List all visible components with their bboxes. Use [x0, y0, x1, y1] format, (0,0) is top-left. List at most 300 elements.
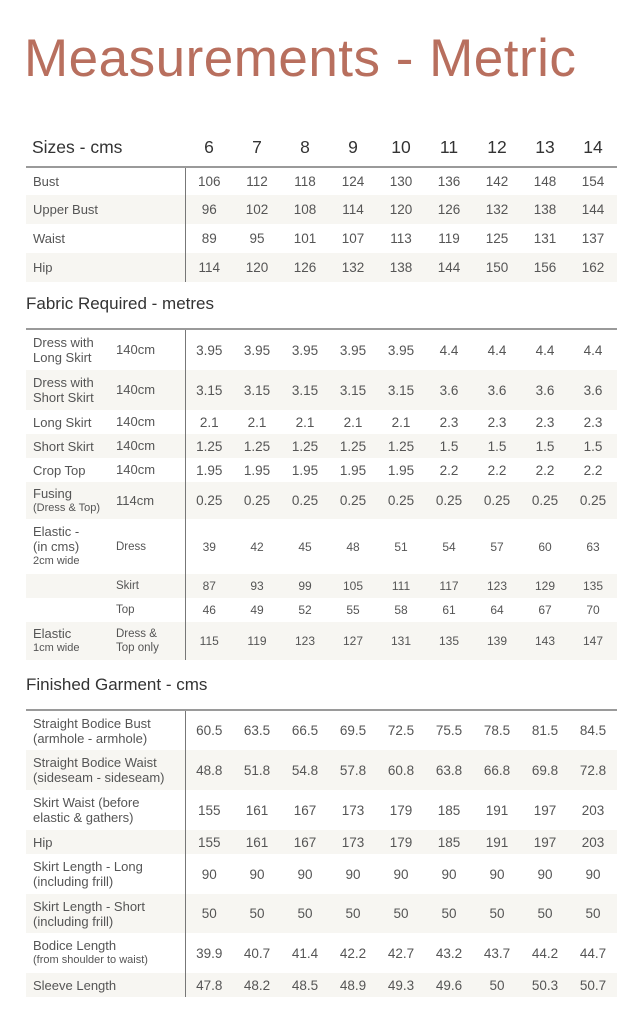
value-cell: 0.25	[377, 482, 425, 519]
value-cell: 0.25	[329, 482, 377, 519]
value-cell: 95	[249, 231, 265, 246]
value-cell: 139	[473, 622, 521, 660]
value-cell: 39	[185, 519, 233, 574]
table-row	[26, 195, 617, 224]
row-label-note: 1cm wide	[33, 642, 80, 654]
value-cell: 135	[569, 574, 617, 598]
elastic-use: Top	[116, 604, 135, 616]
value-cell: 55	[346, 603, 360, 617]
value-cell: 1.5	[569, 434, 617, 458]
row-label-line1: Straight Bodice Bust	[33, 715, 151, 731]
row-sublabel	[116, 434, 185, 458]
table-row	[26, 482, 617, 519]
row-sublabel	[116, 482, 185, 519]
value-cell: 1.5	[425, 434, 473, 458]
value-cell: 50.3	[521, 973, 569, 997]
table-row	[26, 790, 617, 830]
value-cell: 162	[569, 253, 617, 282]
value-cell: 2.3	[487, 414, 507, 430]
value-cell: 3.15	[185, 370, 233, 410]
row-label	[26, 622, 116, 660]
table-row	[26, 224, 617, 253]
fabric-heading: Fabric Required - metres	[26, 294, 215, 313]
row-label	[26, 458, 116, 482]
value-cell: 90	[185, 854, 233, 894]
value-cell: 51	[394, 539, 408, 554]
table-row	[26, 574, 617, 598]
value-cell: 75.5	[435, 723, 463, 738]
table-row	[26, 370, 617, 410]
value-cell: 66.8	[473, 750, 521, 790]
value-cell: 111	[377, 574, 425, 598]
fabric-width: 140cm	[116, 342, 156, 357]
size-col-9: 9	[348, 136, 358, 157]
value-cell: 1.25	[281, 434, 329, 458]
fabric-table-block	[26, 328, 617, 660]
value-cell: 44.7	[579, 945, 607, 961]
row-label	[26, 973, 185, 997]
value-cell: 50	[569, 894, 617, 933]
row-label	[26, 574, 116, 598]
value-cell: 2.1	[391, 414, 411, 430]
row-label-line1: Dress with	[33, 335, 94, 350]
value-cell: 142	[485, 174, 509, 189]
value-cell: 127	[329, 622, 377, 660]
value-cell: 2.2	[583, 462, 603, 478]
value-cell: 69.5	[339, 723, 367, 738]
value-cell: 2.3	[583, 414, 603, 430]
value-cell: 185	[437, 802, 461, 818]
value-cell: 41.4	[291, 945, 319, 961]
row-label-line1: Bodice Length	[33, 938, 117, 953]
table-row	[26, 598, 617, 622]
row-label	[26, 790, 185, 830]
value-cell: 42	[250, 539, 264, 554]
size-col-7: 7	[252, 136, 262, 157]
value-cell: 1.5	[473, 434, 521, 458]
row-label-line1: Skirt Length - Long	[33, 859, 143, 874]
value-cell: 72.8	[569, 750, 617, 790]
value-cell: 64	[490, 603, 504, 617]
value-cell: 1.95	[339, 462, 367, 478]
table-row	[26, 894, 617, 933]
value-cell: 43.2	[435, 945, 463, 961]
row-label-text: Short Skirt	[33, 438, 94, 454]
fabric-table	[26, 328, 617, 660]
size-col-12: 12	[487, 136, 507, 157]
row-label: Hip	[26, 253, 185, 282]
elastic-use: Dress	[116, 540, 147, 553]
row-label-line2: (including frill)	[33, 874, 114, 889]
row-label-text: Sleeve Length	[33, 977, 117, 993]
row-sublabel	[116, 370, 185, 410]
row-sublabel	[116, 574, 185, 598]
value-cell: 40.7	[243, 945, 271, 961]
value-cell: 50	[521, 894, 569, 933]
value-cell: 3.15	[377, 370, 425, 410]
value-cell: 50	[473, 973, 521, 997]
value-cell: 150	[473, 253, 521, 282]
value-cell: 179	[377, 830, 425, 854]
value-cell: 39.9	[185, 933, 233, 973]
value-cell: 47.8	[185, 973, 233, 997]
value-cell: 0.25	[569, 482, 617, 519]
sizes-header-label: Sizes - cms	[32, 136, 123, 157]
value-cell: 69.8	[521, 750, 569, 790]
value-cell: 197	[521, 830, 569, 854]
row-sublabel	[116, 598, 185, 622]
value-cell: 2.1	[185, 410, 233, 434]
value-cell: 0.25	[185, 482, 233, 519]
row-label-line1: Skirt Length - Short	[33, 898, 145, 914]
value-cell: 43.7	[483, 945, 511, 961]
row-label	[26, 519, 116, 574]
value-cell: 135	[425, 622, 473, 660]
value-cell: 89	[185, 224, 233, 253]
value-cell: 2.1	[343, 414, 363, 430]
value-cell: 0.25	[281, 482, 329, 519]
value-cell: 156	[521, 253, 569, 282]
sizes-table	[26, 128, 617, 282]
row-label-line2: (including frill)	[33, 913, 114, 929]
value-cell: 2.3	[535, 414, 555, 430]
row-label: Bust	[33, 174, 60, 189]
row-label-line2: Long Skirt	[33, 350, 92, 365]
value-cell: 2.2	[535, 462, 555, 478]
value-cell: 102	[233, 195, 281, 224]
row-label-note: (Dress & Top)	[33, 501, 101, 514]
size-col-6: 6	[204, 136, 214, 157]
value-cell: 131	[377, 622, 425, 660]
row-sublabel	[116, 410, 185, 434]
row-label-line2: elastic & gathers)	[33, 810, 134, 825]
value-cell: 50	[329, 894, 377, 933]
value-cell: 3.15	[329, 370, 377, 410]
value-cell: 126	[281, 253, 329, 282]
fabric-width: 114cm	[116, 492, 155, 508]
finished-heading: Finished Garment - cms	[26, 675, 208, 694]
row-label-text: Crop Top	[33, 462, 86, 478]
table-row	[26, 167, 617, 195]
value-cell: 3.6	[473, 370, 521, 410]
row-label	[26, 933, 185, 973]
value-cell: 49	[250, 603, 264, 617]
row-label-line2: (armhole - armhole)	[33, 730, 148, 746]
value-cell: 108	[281, 195, 329, 224]
elastic-use-line2: Top only	[116, 642, 159, 654]
table-row	[26, 253, 617, 282]
value-cell: 63.5	[243, 723, 271, 738]
value-cell: 203	[581, 802, 605, 818]
value-cell: 51.8	[233, 750, 281, 790]
value-cell: 123	[473, 574, 521, 598]
table-row	[26, 854, 617, 894]
value-cell: 113	[390, 231, 412, 246]
value-cell: 63.8	[425, 750, 473, 790]
value-cell: 50	[281, 894, 329, 933]
value-cell: 1.25	[329, 434, 377, 458]
size-col-11: 11	[439, 136, 459, 157]
row-label	[26, 370, 116, 410]
value-cell: 120	[377, 195, 425, 224]
value-cell: 61	[442, 603, 456, 617]
value-cell: 3.95	[387, 342, 415, 358]
value-cell: 161	[245, 802, 269, 818]
value-cell: 3.95	[185, 329, 233, 370]
value-cell: 90	[345, 866, 361, 882]
value-cell: 90	[249, 866, 265, 882]
value-cell: 78.5	[483, 723, 511, 738]
value-cell: 3.95	[243, 342, 271, 358]
value-cell: 50	[185, 894, 233, 933]
value-cell: 130	[389, 174, 413, 189]
row-label	[26, 434, 116, 458]
value-cell: 101	[293, 231, 317, 246]
value-cell: 106	[185, 167, 233, 195]
value-cell: 1.25	[233, 434, 281, 458]
row-label-line1: Elastic -	[33, 524, 80, 539]
fabric-width: 140cm	[116, 438, 156, 453]
value-cell: 50	[233, 894, 281, 933]
value-cell: 46	[185, 598, 233, 622]
value-cell: 136	[437, 174, 461, 189]
value-cell: 49.3	[377, 973, 425, 997]
row-label-note: 2cm wide	[33, 555, 80, 567]
value-cell: 44.2	[531, 945, 559, 961]
value-cell: 4.4	[487, 342, 507, 358]
value-cell: 3.6	[569, 370, 617, 410]
value-cell: 155	[185, 830, 233, 854]
value-cell: 2.2	[487, 462, 507, 478]
value-cell: 114	[185, 253, 233, 282]
table-row	[26, 973, 617, 997]
value-cell: 66.5	[291, 723, 319, 738]
row-label-text: Hip	[33, 834, 53, 850]
value-cell: 3.95	[339, 342, 367, 358]
value-cell: 84.5	[579, 723, 607, 738]
value-cell: 0.25	[521, 482, 569, 519]
row-sublabel	[116, 519, 185, 574]
value-cell: 105	[329, 574, 377, 598]
table-row	[26, 750, 617, 790]
row-sublabel	[116, 329, 185, 370]
value-cell: 60.8	[377, 750, 425, 790]
value-cell: 120	[233, 253, 281, 282]
table-row	[26, 519, 617, 574]
table-row	[26, 830, 617, 854]
row-label-line2: (in cms)	[33, 539, 80, 554]
value-cell: 173	[329, 830, 377, 854]
value-cell: 99	[281, 574, 329, 598]
value-cell: 129	[521, 574, 569, 598]
value-cell: 60	[538, 539, 552, 554]
row-label-line2: Short Skirt	[33, 390, 94, 405]
value-cell: 147	[569, 622, 617, 660]
value-cell: 0.25	[425, 482, 473, 519]
value-cell: 72.5	[387, 723, 415, 738]
value-cell: 173	[341, 802, 365, 818]
value-cell: 155	[185, 790, 233, 830]
value-cell: 50	[377, 894, 425, 933]
value-cell: 42.2	[339, 945, 367, 961]
value-cell: 49.6	[425, 973, 473, 997]
value-cell: 167	[293, 802, 317, 818]
value-cell: 0.25	[233, 482, 281, 519]
elastic-use-line1: Dress &	[116, 628, 157, 640]
value-cell: 60.5	[185, 710, 233, 750]
value-cell: 67	[538, 603, 552, 617]
value-cell: 197	[533, 802, 557, 818]
value-cell: 3.15	[233, 370, 281, 410]
fabric-width: 140cm	[116, 414, 156, 429]
value-cell: 4.4	[439, 342, 459, 358]
size-col-13: 13	[535, 136, 555, 157]
value-cell: 96	[185, 195, 233, 224]
value-cell: 114	[329, 195, 377, 224]
value-cell: 144	[425, 253, 473, 282]
value-cell: 90	[489, 866, 505, 882]
value-cell: 1.25	[377, 434, 425, 458]
value-cell: 119	[438, 231, 460, 246]
fabric-width: 140cm	[116, 462, 156, 477]
elastic-use: Skirt	[116, 580, 139, 592]
value-cell: 48.2	[233, 973, 281, 997]
value-cell: 138	[521, 195, 569, 224]
row-sublabel	[116, 458, 185, 482]
value-cell: 45	[298, 539, 312, 554]
value-cell: 3.6	[521, 370, 569, 410]
row-label	[26, 598, 116, 622]
value-cell: 2.3	[439, 414, 459, 430]
value-cell: 1.95	[185, 458, 233, 482]
value-cell: 126	[425, 195, 473, 224]
row-label: Upper Bust	[26, 195, 185, 224]
table-row	[26, 434, 617, 458]
row-label-text: Long Skirt	[33, 414, 92, 430]
value-cell: 112	[246, 174, 268, 189]
row-label-line1: Skirt Waist (before	[33, 795, 140, 810]
value-cell: 54.8	[281, 750, 329, 790]
value-cell: 57	[490, 539, 504, 554]
row-label	[26, 710, 185, 750]
value-cell: 115	[185, 622, 233, 660]
size-col-14: 14	[583, 136, 603, 157]
row-label	[26, 482, 116, 519]
value-cell: 2.1	[247, 414, 267, 430]
value-cell: 119	[233, 622, 281, 660]
sizes-table-block	[26, 128, 617, 282]
value-cell: 48.8	[185, 750, 233, 790]
value-cell: 90	[297, 866, 313, 882]
value-cell: 50	[473, 894, 521, 933]
value-cell: 87	[185, 574, 233, 598]
value-cell: 90	[393, 866, 409, 882]
value-cell: 3.95	[291, 342, 319, 358]
value-cell: 48.5	[281, 973, 329, 997]
value-cell: 203	[569, 830, 617, 854]
table-row	[26, 410, 617, 434]
value-cell: 191	[485, 802, 509, 818]
value-cell: 185	[425, 830, 473, 854]
value-cell: 63	[586, 539, 600, 554]
value-cell: 48.9	[329, 973, 377, 997]
value-cell: 1.5	[521, 434, 569, 458]
table-row	[26, 622, 617, 660]
finished-table-block	[26, 709, 617, 997]
value-cell: 1.95	[387, 462, 415, 478]
value-cell: 58	[394, 603, 408, 617]
value-cell: 144	[569, 195, 617, 224]
value-cell: 50.7	[569, 973, 617, 997]
value-cell: 161	[233, 830, 281, 854]
table-row	[26, 710, 617, 750]
value-cell: 1.25	[185, 434, 233, 458]
table-row	[26, 933, 617, 973]
value-cell: 3.15	[281, 370, 329, 410]
value-cell: 3.6	[425, 370, 473, 410]
value-cell: 179	[389, 802, 413, 818]
value-cell: 167	[281, 830, 329, 854]
row-label-note: (from shoulder to waist)	[33, 954, 148, 966]
finished-table	[26, 709, 617, 997]
value-cell: 132	[473, 195, 521, 224]
value-cell: 1.95	[291, 462, 319, 478]
value-cell: 137	[581, 231, 605, 246]
row-label-line2: (sideseam - sideseam)	[33, 770, 165, 785]
value-cell: 90	[585, 866, 601, 882]
value-cell: 118	[294, 174, 316, 189]
value-cell: 117	[425, 574, 473, 598]
value-cell: 125	[485, 231, 509, 246]
row-label	[26, 894, 185, 933]
value-cell: 70	[586, 603, 600, 617]
row-label	[26, 830, 185, 854]
size-col-8: 8	[300, 136, 310, 157]
value-cell: 93	[233, 574, 281, 598]
value-cell: 124	[341, 174, 365, 189]
value-cell: 154	[581, 174, 605, 189]
sizes-header-row	[26, 128, 617, 167]
value-cell: 4.4	[535, 342, 555, 358]
value-cell: 90	[441, 866, 457, 882]
row-label-text: Fusing	[33, 485, 73, 501]
table-row	[26, 329, 617, 370]
row-label	[26, 329, 116, 370]
row-label	[26, 854, 185, 894]
value-cell: 1.95	[243, 462, 271, 478]
value-cell: 132	[329, 253, 377, 282]
page-title: Measurements - Metric	[24, 29, 577, 88]
value-cell: 107	[341, 231, 365, 246]
row-label: Waist	[33, 231, 66, 246]
row-label-line1: Dress with	[33, 375, 94, 390]
value-cell: 2.2	[439, 462, 459, 478]
value-cell: 42.7	[387, 945, 415, 961]
row-sublabel	[116, 622, 185, 660]
table-row	[26, 458, 617, 482]
row-label	[26, 410, 116, 434]
fabric-width: 140cm	[116, 382, 156, 397]
value-cell: 81.5	[531, 723, 559, 738]
value-cell: 52	[298, 603, 312, 617]
value-cell: 0.25	[473, 482, 521, 519]
value-cell: 48	[346, 539, 360, 554]
value-cell: 57.8	[329, 750, 377, 790]
value-cell: 138	[377, 253, 425, 282]
value-cell: 143	[521, 622, 569, 660]
value-cell: 54	[442, 539, 456, 554]
row-label-text: Elastic	[33, 626, 72, 641]
